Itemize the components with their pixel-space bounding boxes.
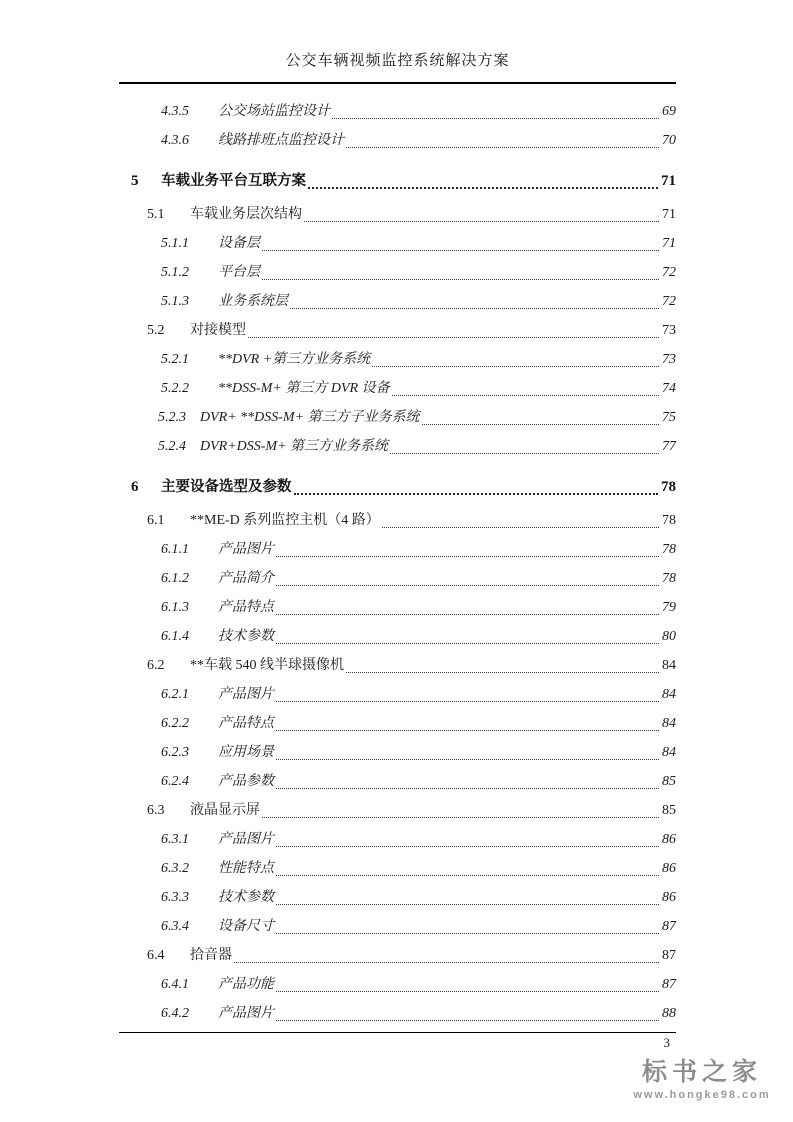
dot-leader [276,643,659,644]
section-title: DVR+DSS-M+ 第三方业务系统 [200,439,389,454]
toc-entry [119,883,676,912]
dot-leader [276,614,659,615]
section-title: 车载业务平台互联方案 [161,173,306,189]
toc-entry [119,941,676,970]
toc-entry [119,680,676,709]
section-title: 产品图片 [218,687,274,702]
section-number: 6.2.1 [161,687,189,702]
header-title: 公交车辆视频监控系统解决方案 [285,53,510,69]
section-title: 车载业务层次结构 [190,207,302,222]
dot-leader [234,962,659,963]
section-title: **DVR +第三方业务系统 [218,352,371,367]
page-number: 71 [661,173,676,189]
dot-leader [346,147,659,148]
toc-entry [119,200,676,229]
dot-leader [262,279,659,280]
toc-entry [119,432,676,461]
dot-leader [276,904,659,905]
watermark-brand: 标书之家 [641,1058,762,1086]
dot-leader [276,991,659,992]
section-title: 主要设备选型及参数 [161,479,292,495]
page-number: 84 [662,658,676,673]
page-number: 87 [662,948,676,963]
section-title: 平台层 [218,265,260,280]
section-number: 6.4.1 [161,977,189,992]
section-number: 6.2.4 [161,774,189,789]
toc-entry [119,651,676,680]
page-number: 75 [662,410,676,425]
section-number: 5.2.1 [161,352,189,367]
dot-leader [276,701,659,702]
section-number: 5.1.3 [161,294,189,309]
section-title: 线路排班点监控设计 [218,133,344,148]
page-number: 84 [662,745,676,760]
section-title: 产品特点 [218,600,274,615]
page-number: 84 [662,687,676,702]
page-number: 87 [662,919,676,934]
dot-leader [262,250,659,251]
toc-entry [119,535,676,564]
dot-leader [304,221,659,222]
section-title: **ME-D 系列监控主机（4 路） [190,513,380,528]
section-title: DVR+ **DSS-M+ 第三方子业务系统 [200,410,420,425]
dot-leader [276,846,659,847]
toc-entry [119,473,676,502]
dot-leader [276,585,659,586]
toc-entry [119,796,676,825]
section-number: 6.4.2 [161,1006,189,1021]
section-title: 公交场站监控设计 [218,104,330,119]
section-title: 业务系统层 [218,294,288,309]
section-title: **车载 540 线半球摄像机 [190,658,344,673]
section-title: 拾音器 [190,948,232,963]
toc-entry [119,738,676,767]
page-number: 79 [662,600,676,615]
dot-leader [392,395,659,396]
section-number: 4.3.5 [161,104,189,119]
section-number: 4.3.6 [161,133,189,148]
toc-entry [119,564,676,593]
dot-leader [422,424,659,425]
page-number: 86 [662,861,676,876]
toc-entry [119,970,676,999]
section-number: 5.1 [147,207,165,222]
page-number: 73 [662,323,676,338]
page-header [119,0,676,84]
dot-leader [262,817,659,818]
section-number: 6.4 [147,948,165,963]
page-number: 69 [662,104,676,119]
page-number: 87 [662,977,676,992]
dot-leader [248,337,659,338]
page-number: 85 [662,774,676,789]
toc-entry [119,593,676,622]
toc-entry [119,258,676,287]
page-content [119,0,676,1051]
section-number: 5 [131,173,139,189]
toc-entry [119,229,676,258]
section-number: 6.1.4 [161,629,189,644]
section-title: 设备尺寸 [218,919,274,934]
watermark-url: www.hongke98.com [633,1089,771,1101]
dot-leader [294,493,659,495]
section-number: 6.1 [147,513,165,528]
section-title: 设备层 [218,236,260,251]
section-title: 性能特点 [218,861,274,876]
section-number: 6.2.3 [161,745,189,760]
section-title: 液晶显示屏 [190,803,260,818]
toc-entry [119,374,676,403]
toc-list [119,97,676,1028]
page-number: 78 [661,479,676,495]
page-number: 78 [662,542,676,557]
dot-leader [276,1020,659,1021]
toc-entry [119,97,676,126]
section-title: 技术参数 [218,890,274,905]
section-title: 产品图片 [218,832,274,847]
dot-leader [290,308,659,309]
dot-leader [308,187,658,189]
page-number: 70 [662,133,676,148]
page-number: 78 [662,513,676,528]
toc-entry [119,506,676,535]
section-number: 6.3 [147,803,165,818]
dot-leader [276,788,659,789]
section-title: 产品图片 [218,542,274,557]
footer-divider [119,1032,676,1033]
toc-entry [119,825,676,854]
section-number: 6.2 [147,658,165,673]
dot-leader [276,933,659,934]
section-title: 产品功能 [218,977,274,992]
section-number: 6 [131,479,139,495]
page-number: 88 [662,1006,676,1021]
section-number: 6.1.3 [161,600,189,615]
section-title: 产品参数 [218,774,274,789]
section-number: 6.1.1 [161,542,189,557]
toc-entry [119,403,676,432]
dot-leader [372,366,659,367]
dot-leader [346,672,659,673]
toc-entry [119,622,676,651]
toc-entry [119,316,676,345]
page-number: 73 [662,352,676,367]
page-number: 78 [662,571,676,586]
section-title: 应用场景 [218,745,274,760]
dot-leader [390,453,659,454]
dot-leader [382,527,659,528]
toc-entry [119,167,676,196]
dot-leader [276,730,659,731]
toc-entry [119,287,676,316]
section-title: 对接模型 [190,323,246,338]
section-number: 6.1.2 [161,571,189,586]
page-number: 71 [662,207,676,222]
section-number: 5.1.2 [161,265,189,280]
dot-leader [276,759,659,760]
page-number: 72 [662,294,676,309]
section-number: 6.3.3 [161,890,189,905]
toc-entry [119,854,676,883]
toc-entry [119,126,676,155]
toc-entry [119,709,676,738]
section-number: 6.2.2 [161,716,189,731]
dot-leader [332,118,659,119]
watermark [626,1057,778,1101]
page-number: 86 [662,890,676,905]
section-number: 5.2.3 [158,410,186,425]
page-number: 72 [662,265,676,280]
toc-entry [119,912,676,941]
page-number: 74 [662,381,676,396]
section-title: 技术参数 [218,629,274,644]
section-title: 产品图片 [218,1006,274,1021]
toc-entry [119,345,676,374]
dot-leader [276,875,659,876]
header-divider [119,82,676,84]
page-number: 84 [662,716,676,731]
section-number: 6.3.1 [161,832,189,847]
section-title: 产品特点 [218,716,274,731]
section-title: **DSS-M+ 第三方 DVR 设备 [218,381,390,396]
section-title: 产品简介 [218,571,274,586]
footer-page-number: 3 [663,1035,670,1050]
section-number: 5.2.4 [158,439,186,454]
section-number: 5.1.1 [161,236,189,251]
dot-leader [276,556,659,557]
page-number: 71 [662,236,676,251]
toc-entry [119,999,676,1028]
section-number: 5.2 [147,323,165,338]
section-number: 5.2.2 [161,381,189,396]
section-number: 6.3.4 [161,919,189,934]
page-number: 77 [662,439,676,454]
page-number: 80 [662,629,676,644]
toc-entry [119,767,676,796]
page-number: 86 [662,832,676,847]
page-number: 85 [662,803,676,818]
section-number: 6.3.2 [161,861,189,876]
